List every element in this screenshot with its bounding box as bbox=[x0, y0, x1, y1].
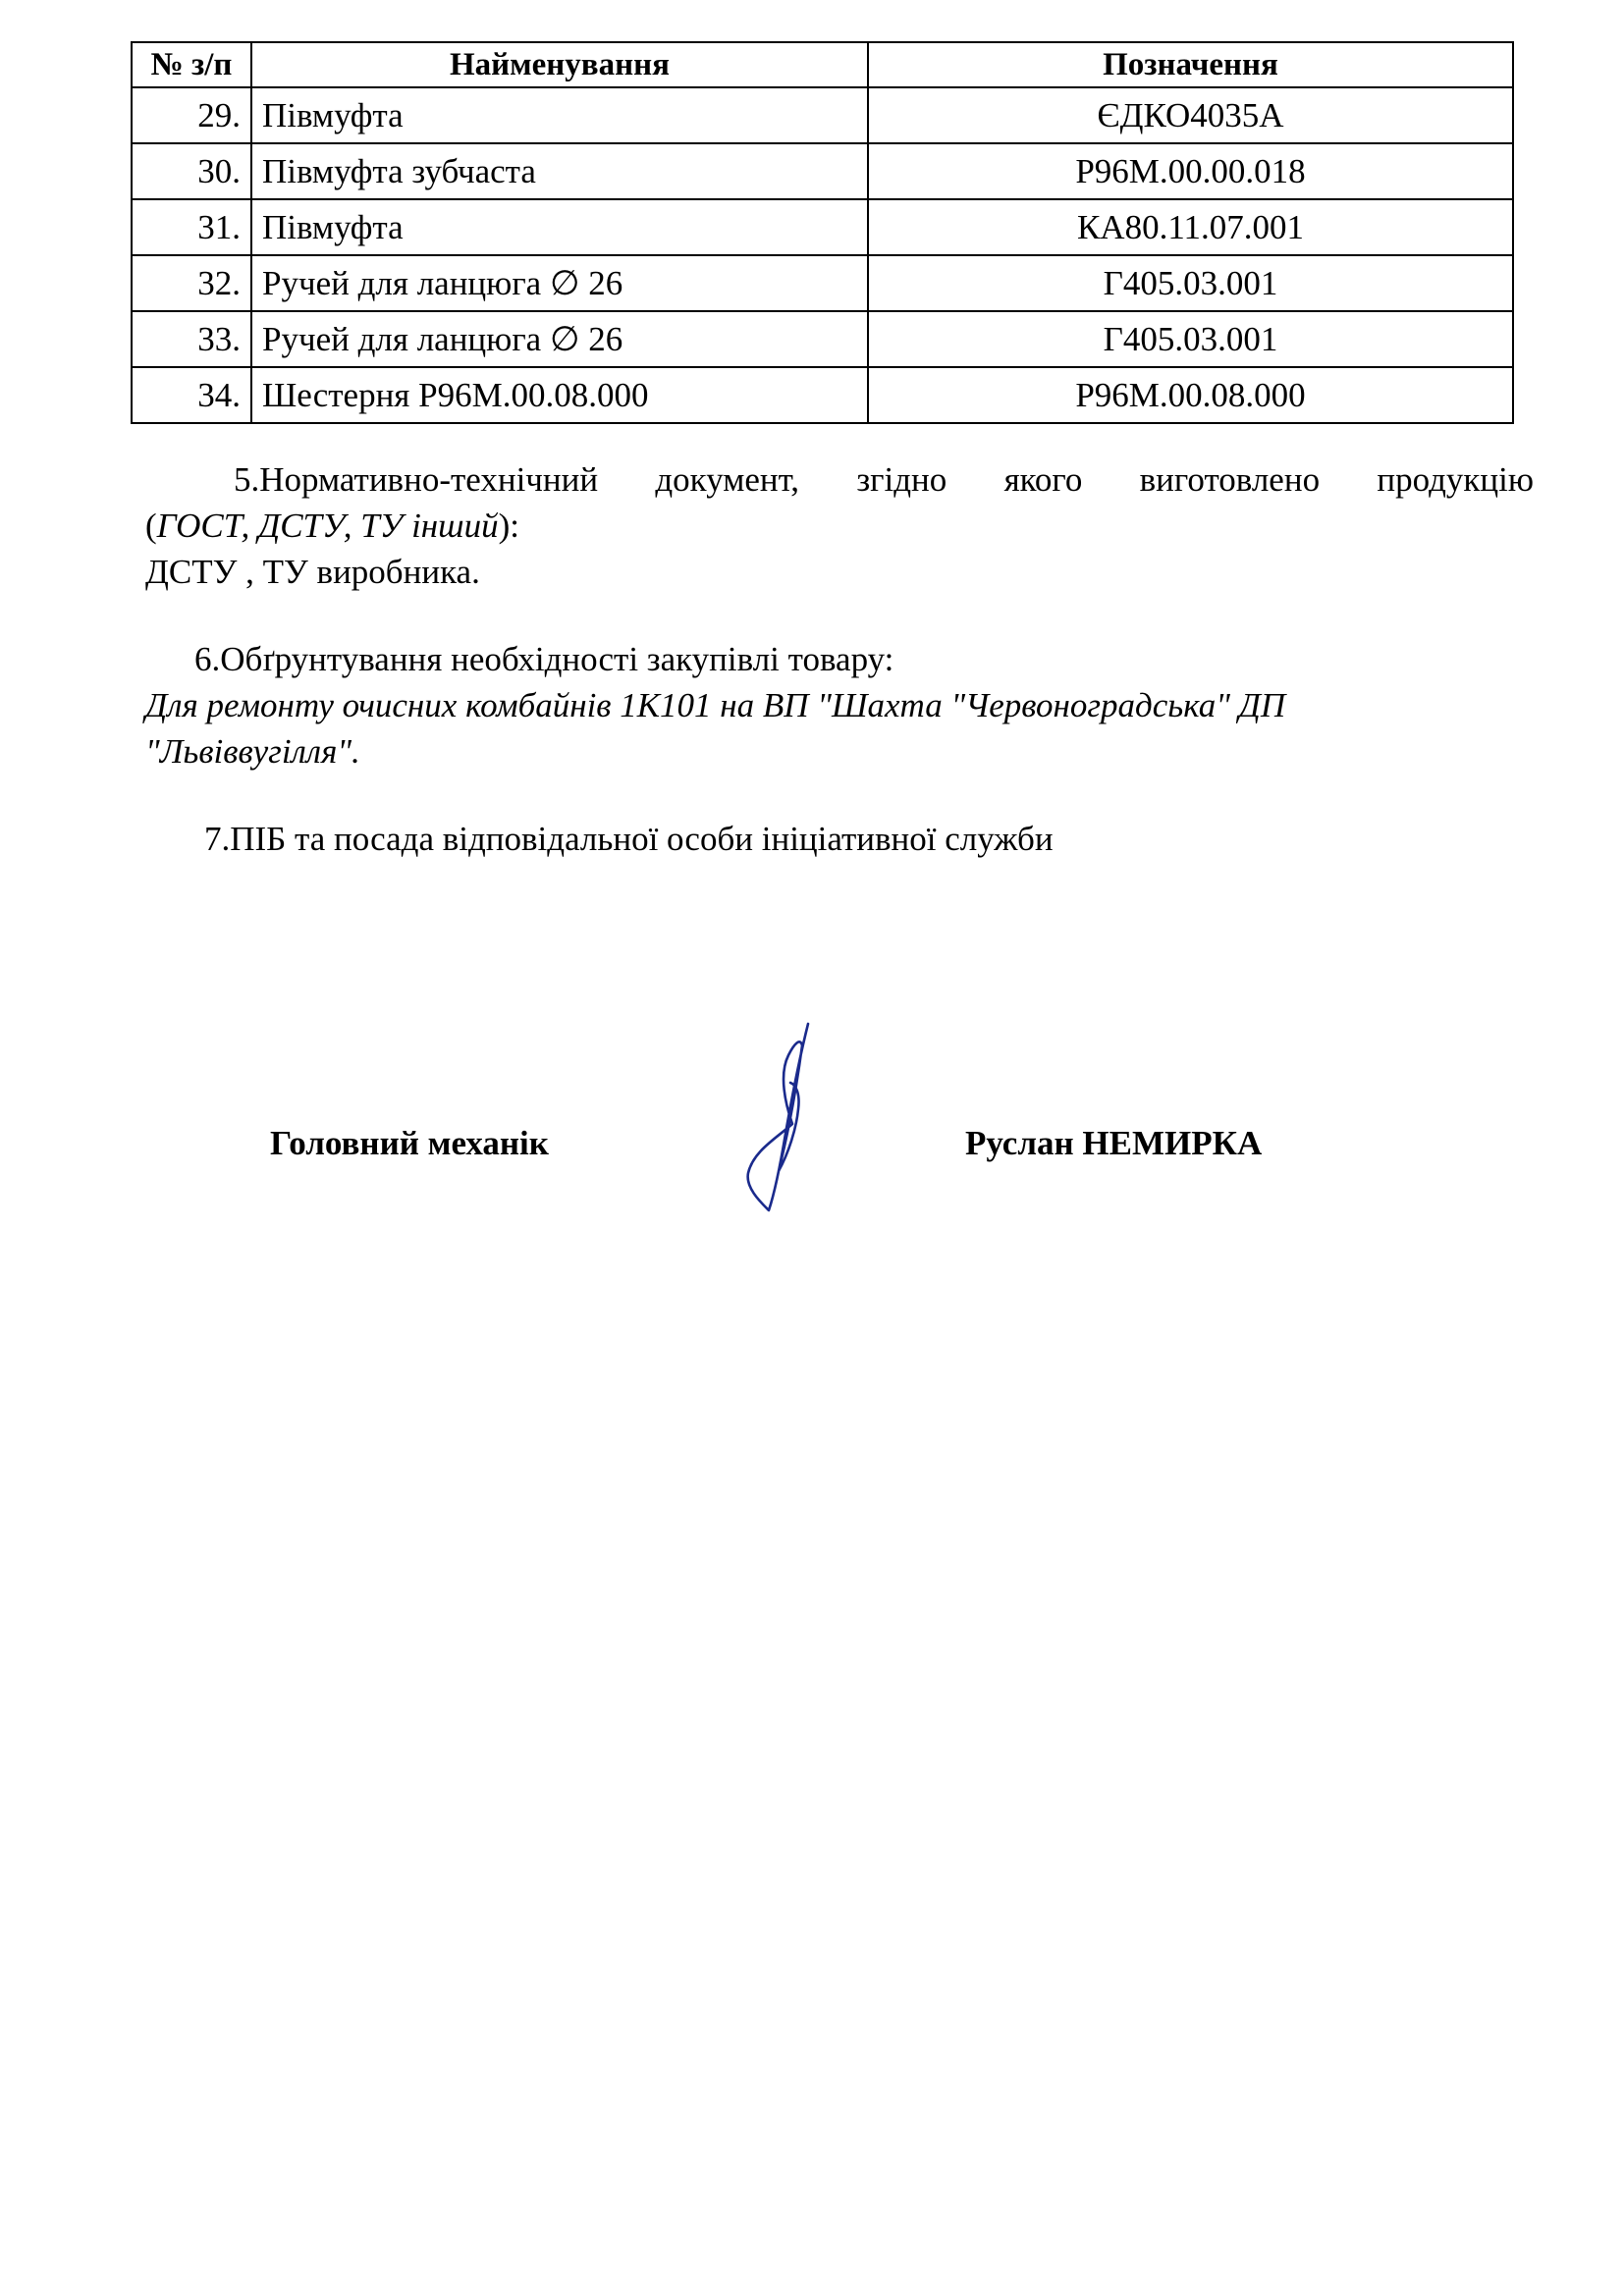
row-code: КА80.11.07.001 bbox=[868, 199, 1513, 255]
row-name: Півмуфта bbox=[251, 87, 868, 143]
items-table bbox=[131, 41, 1514, 424]
table-row bbox=[132, 367, 1513, 423]
signer-position: Головний механік bbox=[270, 1124, 549, 1162]
row-name: Півмуфта зубчаста bbox=[251, 143, 868, 199]
row-num: 31. bbox=[132, 199, 251, 255]
signer-name: Руслан НЕМИРКА bbox=[965, 1124, 1263, 1162]
row-name: Ручей для ланцюга ∅ 26 bbox=[251, 311, 868, 367]
row-code: Р96М.00.08.000 bbox=[868, 367, 1513, 423]
row-num: 34. bbox=[132, 367, 251, 423]
row-num: 30. bbox=[132, 143, 251, 199]
row-num: 32. bbox=[132, 255, 251, 311]
row-name: Шестерня Р96М.00.08.000 bbox=[251, 367, 868, 423]
section-6 bbox=[145, 636, 1534, 774]
row-code: Г405.03.001 bbox=[868, 311, 1513, 367]
section-6-heading: 6.Обґрунтування необхідності закупівлі товару: bbox=[194, 640, 894, 678]
section-5-line-1: 5.Нормативно-технічний документ, згідно якого виготовлено продукцію bbox=[234, 460, 1534, 499]
row-num: 29. bbox=[132, 87, 251, 143]
table-row bbox=[132, 255, 1513, 311]
table-header-row bbox=[132, 42, 1513, 87]
row-code: Г405.03.001 bbox=[868, 255, 1513, 311]
section-6-text-line-2: "Львіввугілля". bbox=[145, 732, 360, 771]
row-num: 33. bbox=[132, 311, 251, 367]
handwritten-signature bbox=[731, 1016, 830, 1217]
section-5-line-2 bbox=[145, 503, 1534, 549]
section-5-standards: ГОСТ, ДСТУ, ТУ інший bbox=[156, 507, 499, 545]
section-5-paren-close: ): bbox=[498, 507, 519, 545]
table-row bbox=[132, 311, 1513, 367]
header-num: № з/п bbox=[132, 42, 251, 87]
section-5-line-3: ДСТУ , ТУ виробника. bbox=[145, 553, 480, 591]
section-7-heading: 7.ПІБ та посада відповідальної особи ініціативної служби bbox=[204, 820, 1054, 858]
row-code: Р96М.00.00.018 bbox=[868, 143, 1513, 199]
row-code: ЄДКО4035А bbox=[868, 87, 1513, 143]
header-name: Найменування bbox=[251, 42, 868, 87]
section-5 bbox=[145, 456, 1534, 595]
header-code: Позначення bbox=[868, 42, 1513, 87]
row-name: Півмуфта bbox=[251, 199, 868, 255]
section-7 bbox=[145, 816, 1534, 862]
section-6-text-line-1: Для ремонту очисних комбайнів 1К101 на ВП "Шахта "Червоноградська" ДП bbox=[145, 686, 1286, 724]
signature-stroke bbox=[748, 1024, 808, 1210]
section-5-paren-open: ( bbox=[145, 507, 157, 545]
row-name: Ручей для ланцюга ∅ 26 bbox=[251, 255, 868, 311]
table-row bbox=[132, 143, 1513, 199]
table-row bbox=[132, 87, 1513, 143]
table-row bbox=[132, 199, 1513, 255]
